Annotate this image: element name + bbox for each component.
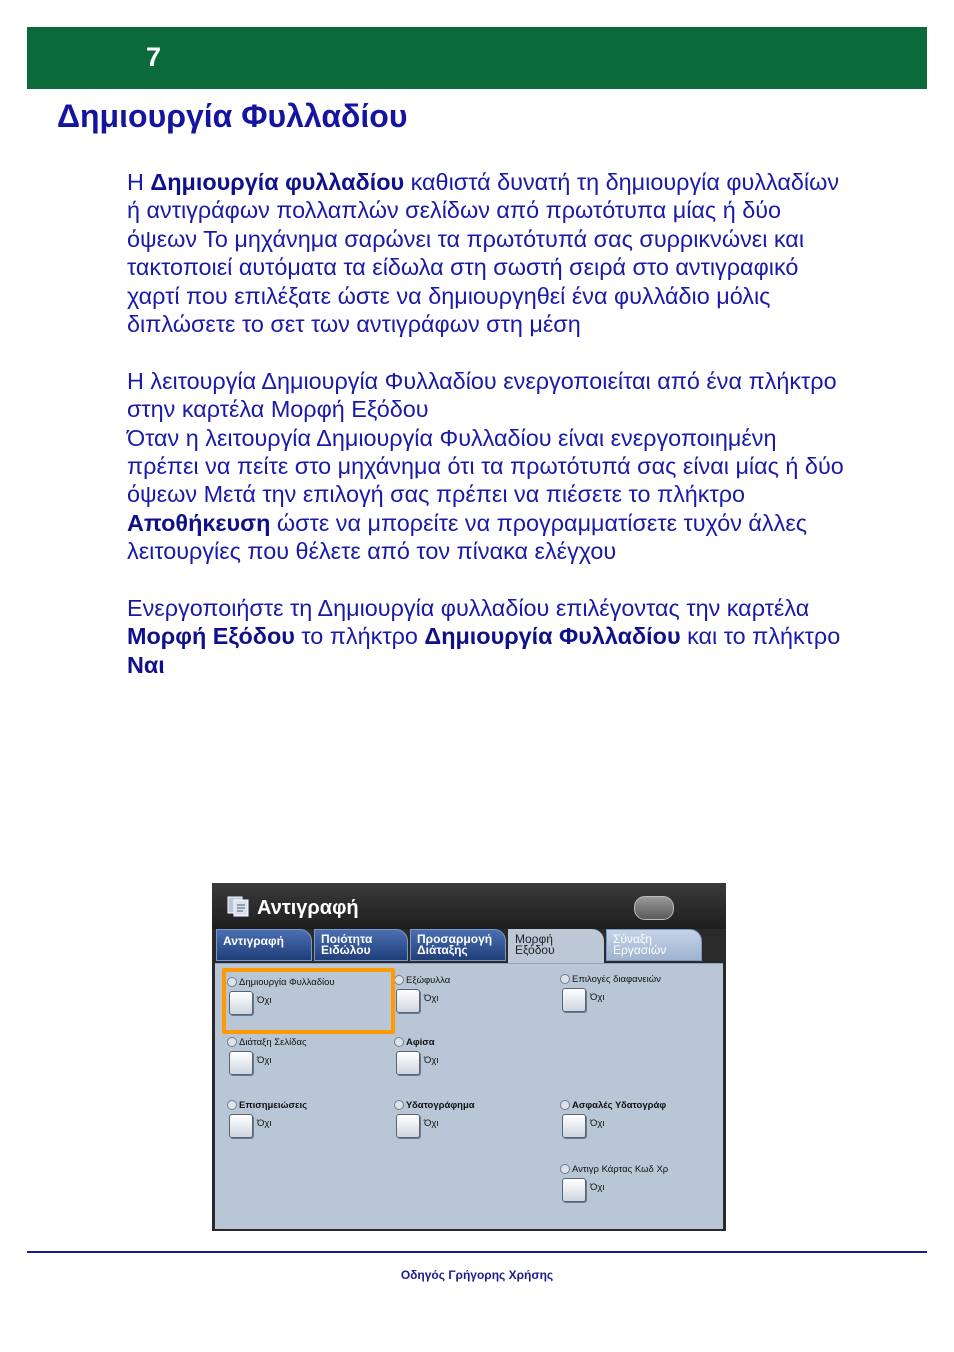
tab-job-assembly[interactable]	[606, 929, 702, 961]
tab-label: Εργασιών	[613, 943, 667, 957]
text-bold: Δημιουργία Φυλλαδίου	[424, 623, 681, 650]
radio-indicator	[227, 1037, 237, 1047]
ui-title-bar	[212, 883, 726, 929]
text-bold: Αποθήκευση	[127, 509, 271, 536]
radio-indicator	[394, 1037, 404, 1047]
secure-watermark-button[interactable]	[562, 1114, 586, 1138]
page-title: Δημιουργία Φυλλαδίου	[57, 98, 408, 134]
radio-indicator	[394, 1100, 404, 1110]
text-run: Η λειτουργία Δημιουργία Φυλλαδίου ενεργοποιείται από ένα πλήκτρο στην καρτέλα Μορφή Εξόδου	[127, 367, 837, 423]
tab-label: Ποιότητα	[321, 932, 373, 946]
radio-indicator	[394, 975, 404, 985]
text-run: Η	[127, 169, 151, 195]
option-value: Όχι	[257, 1118, 272, 1129]
tab-label: Διάταξης	[417, 943, 468, 957]
footer-rule	[27, 1251, 927, 1253]
text-run: ώστε να μπορείτε να προγραμματίσετε τυχόν άλλες λειτουργίες που θέλετε από τον πίνακα ελέγχου	[127, 509, 808, 565]
option-value: Όχι	[590, 992, 605, 1003]
tab-label: Σύναξη	[613, 932, 652, 946]
option-label: Δημιουργία Φυλλαδίου	[239, 977, 335, 988]
option-value: Όχι	[257, 995, 272, 1006]
radio-indicator	[560, 1100, 570, 1110]
body-text	[127, 168, 847, 708]
ui-title: Αντιγραφή	[257, 897, 359, 919]
page-number: 7	[146, 42, 162, 72]
poster-button[interactable]	[396, 1051, 420, 1075]
tab-copy[interactable]	[216, 929, 312, 961]
text-run: καθιστά δυνατή τη δημιουργία φυλλαδίων ή αντιγράφων πολλαπλών σελίδων από πρωτότυπα μίας ή δύο όψεων Το μηχάνημα σαρώνει τα πρωτότυπά σας συρρικνώνει και τακτοποιεί αυτόματα τα είδωλα στη σωστή σειρά στο αντιγραφικό χαρτί που επιλέξατε ώστε να δημιουργηθεί ένα φυλλάδιο μόλις διπλώσετε το σετ των αντιγράφων στη μέση	[127, 169, 840, 338]
option-label: Ασφαλές Υδατογράφ	[572, 1100, 667, 1111]
radio-indicator	[560, 974, 570, 984]
option-label: Υδατογράφημα	[406, 1100, 475, 1111]
tab-output-format[interactable]	[508, 929, 604, 963]
option-label: Διάταξη Σελίδας	[239, 1037, 307, 1048]
paragraph-activation	[127, 367, 847, 566]
tab-bar	[212, 929, 726, 963]
annotations-button[interactable]	[229, 1114, 253, 1138]
option-value: Όχι	[590, 1118, 605, 1129]
text-run: το πλήκτρο	[294, 623, 425, 650]
tab-label: Εξόδου	[515, 943, 555, 957]
tab-label: Αντιγραφή	[223, 934, 284, 948]
option-label: Αφίσα	[406, 1037, 435, 1048]
id-card-copy-button[interactable]	[562, 1178, 586, 1202]
footer-text: Οδηγός Γρήγορης Χρήσης	[400, 1268, 554, 1282]
option-value: Όχι	[590, 1182, 605, 1193]
tab-label: Μορφή	[515, 932, 553, 946]
option-value: Όχι	[424, 1055, 439, 1066]
option-label: Επιλογές διαφανειών	[572, 974, 661, 985]
highlight-frame	[222, 968, 395, 1034]
text-bold: Δημιουργία φυλλαδίου	[150, 169, 405, 195]
tab-label: Προσαρμογή	[417, 932, 493, 946]
text-bold: Μορφή Εξόδου	[127, 623, 295, 650]
tab-image-quality[interactable]	[314, 929, 408, 961]
paragraph-instructions	[127, 594, 847, 679]
radio-indicator	[227, 1100, 237, 1110]
radio-indicator	[560, 1164, 570, 1174]
option-label: Εξώφυλλα	[406, 975, 451, 986]
tab-layout-adjustment[interactable]	[410, 929, 506, 961]
option-value: Όχι	[257, 1055, 272, 1066]
tab-label: Ειδώλου	[321, 943, 371, 957]
keypad-icon[interactable]	[634, 896, 674, 920]
watermark-button[interactable]	[396, 1114, 420, 1138]
copy-app-icon	[226, 895, 250, 917]
transparency-options-button[interactable]	[562, 988, 586, 1012]
paragraph-intro	[127, 168, 847, 338]
option-value: Όχι	[424, 1118, 439, 1129]
page-layout-button[interactable]	[229, 1051, 253, 1075]
text-run: Ενεργοποιήστε τη Δημιουργία φυλλαδίου επιλέγοντας την καρτέλα	[127, 595, 810, 622]
text-run: Όταν η λειτουργία Δημιουργία Φυλλαδίου είναι ενεργοποιημένη πρέπει να πείτε στο μηχάνημα ότι τα πρωτότυπά σας είναι μίας ή δύο όψεων Μετά την επιλογή σας πρέπει να πιέσετε το πλήκτρο	[127, 424, 844, 508]
copy-screen-screenshot	[212, 883, 726, 1231]
covers-button[interactable]	[396, 989, 420, 1013]
option-label: Επισημειώσεις	[239, 1100, 308, 1111]
text-run: και το πλήκτρο	[680, 623, 841, 650]
option-value: Όχι	[424, 993, 439, 1004]
text-bold: Ναι	[127, 651, 165, 678]
header-bar	[27, 27, 927, 89]
option-label: Αντιγρ Κάρτας Κωδ Χρ	[572, 1164, 669, 1175]
